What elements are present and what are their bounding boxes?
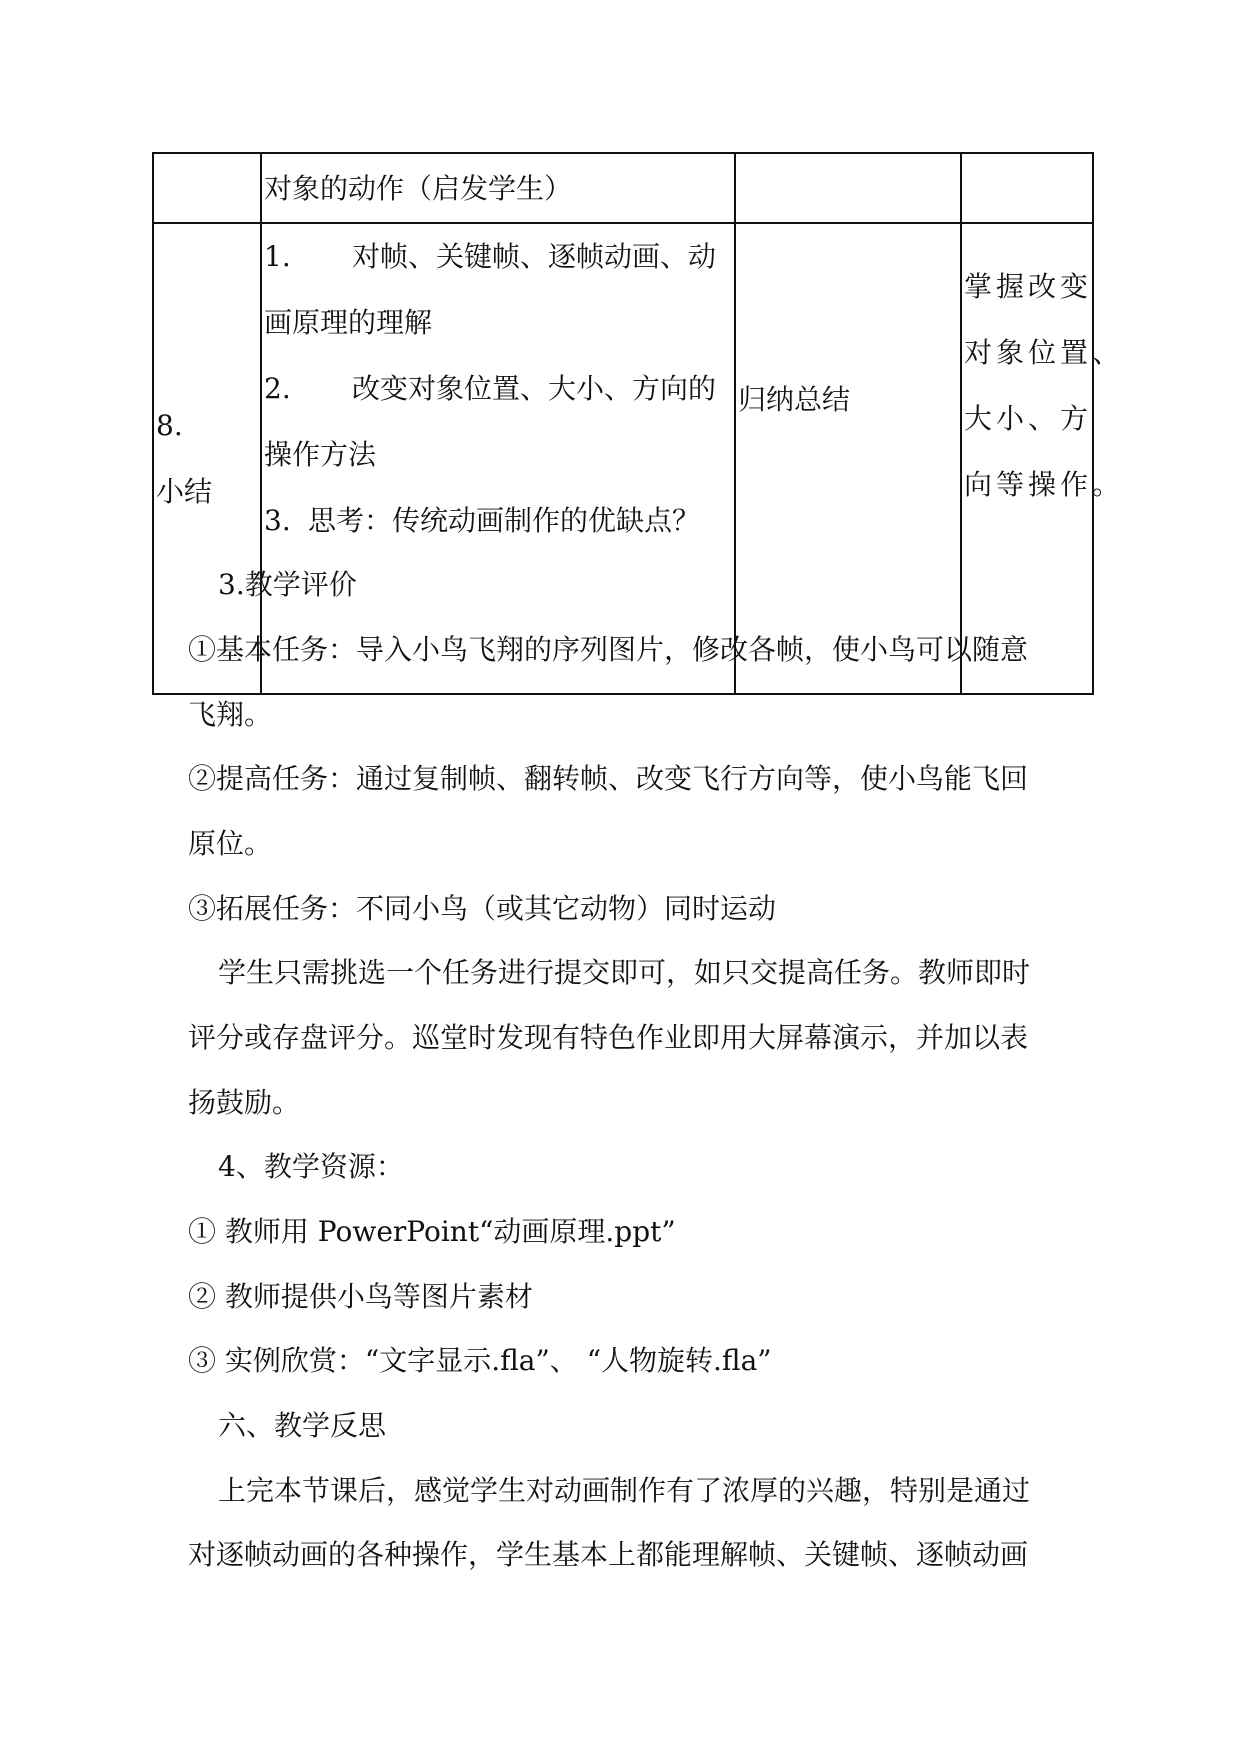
goal-line: 对象位置、 <box>964 336 1125 369</box>
evaluation-note-cont: 评分或存盘评分。巡堂时发现有特色作业即用大屏幕演示，并加以表 <box>188 1021 1029 1054</box>
resource-item-3: ③ 实例欣赏：“文字显示.fla”、 “人物旋转.fla” <box>188 1344 772 1377</box>
task-extended: ③拓展任务：不同小鸟（或其它动物）同时运动 <box>188 892 777 925</box>
task-basic-cont: 飞翔。 <box>188 698 273 731</box>
method-cell <box>735 153 961 223</box>
table-row <box>153 153 1093 223</box>
goal-line: 向等操作。 <box>964 468 1125 501</box>
reflection-text: 上完本节课后，感觉学生对动画制作有了浓厚的兴趣，特别是通过 <box>218 1474 1031 1507</box>
summary-item-2: 2. 改变对象位置、大小、方向的 <box>264 372 717 405</box>
goal-line: 大小、方 <box>964 402 1093 435</box>
task-advanced-cont: 原位。 <box>188 827 273 860</box>
content-cell: 对象的动作（启发学生） <box>261 153 735 223</box>
resource-item-2: ② 教师提供小鸟等图片素材 <box>188 1280 533 1313</box>
task-basic: ①基本任务：导入小鸟飞翔的序列图片，修改各帧，使小鸟可以随意 <box>188 633 1029 666</box>
resource-item-1: ① 教师用 PowerPoint“动画原理.ppt” <box>188 1215 676 1248</box>
goal-line: 掌握改变 <box>964 270 1093 303</box>
summary-item-1: 1. 对帧、关键帧、逐帧动画、动 <box>264 240 717 273</box>
goal-cell <box>961 153 1093 223</box>
evaluation-note-cont: 扬鼓励。 <box>188 1086 301 1119</box>
task-advanced: ②提高任务：通过复制帧、翻转帧、改变飞行方向等，使小鸟能飞回 <box>188 762 1029 795</box>
step-title: 小结 <box>156 474 213 508</box>
method-cell: 归纳总结 <box>735 223 961 694</box>
reflection-heading: 六、教学反思 <box>218 1409 387 1442</box>
summary-item-2-cont: 操作方法 <box>264 438 377 471</box>
evaluation-note: 学生只需挑选一个任务进行提交即可，如只交提高任务。教师即时 <box>218 956 1031 989</box>
resources-heading: 4、教学资源： <box>218 1150 404 1183</box>
evaluation-heading: 3.教学评价 <box>218 568 357 601</box>
summary-item-1-cont: 画原理的理解 <box>264 306 433 339</box>
summary-item-3: 3. 思考：传统动画制作的优缺点？ <box>264 504 701 537</box>
step-number: 8. <box>156 408 183 442</box>
step-cell <box>153 153 261 223</box>
reflection-text-cont: 对逐帧动画的各种操作，学生基本上都能理解帧、关键帧、逐帧动画 <box>188 1538 1029 1571</box>
